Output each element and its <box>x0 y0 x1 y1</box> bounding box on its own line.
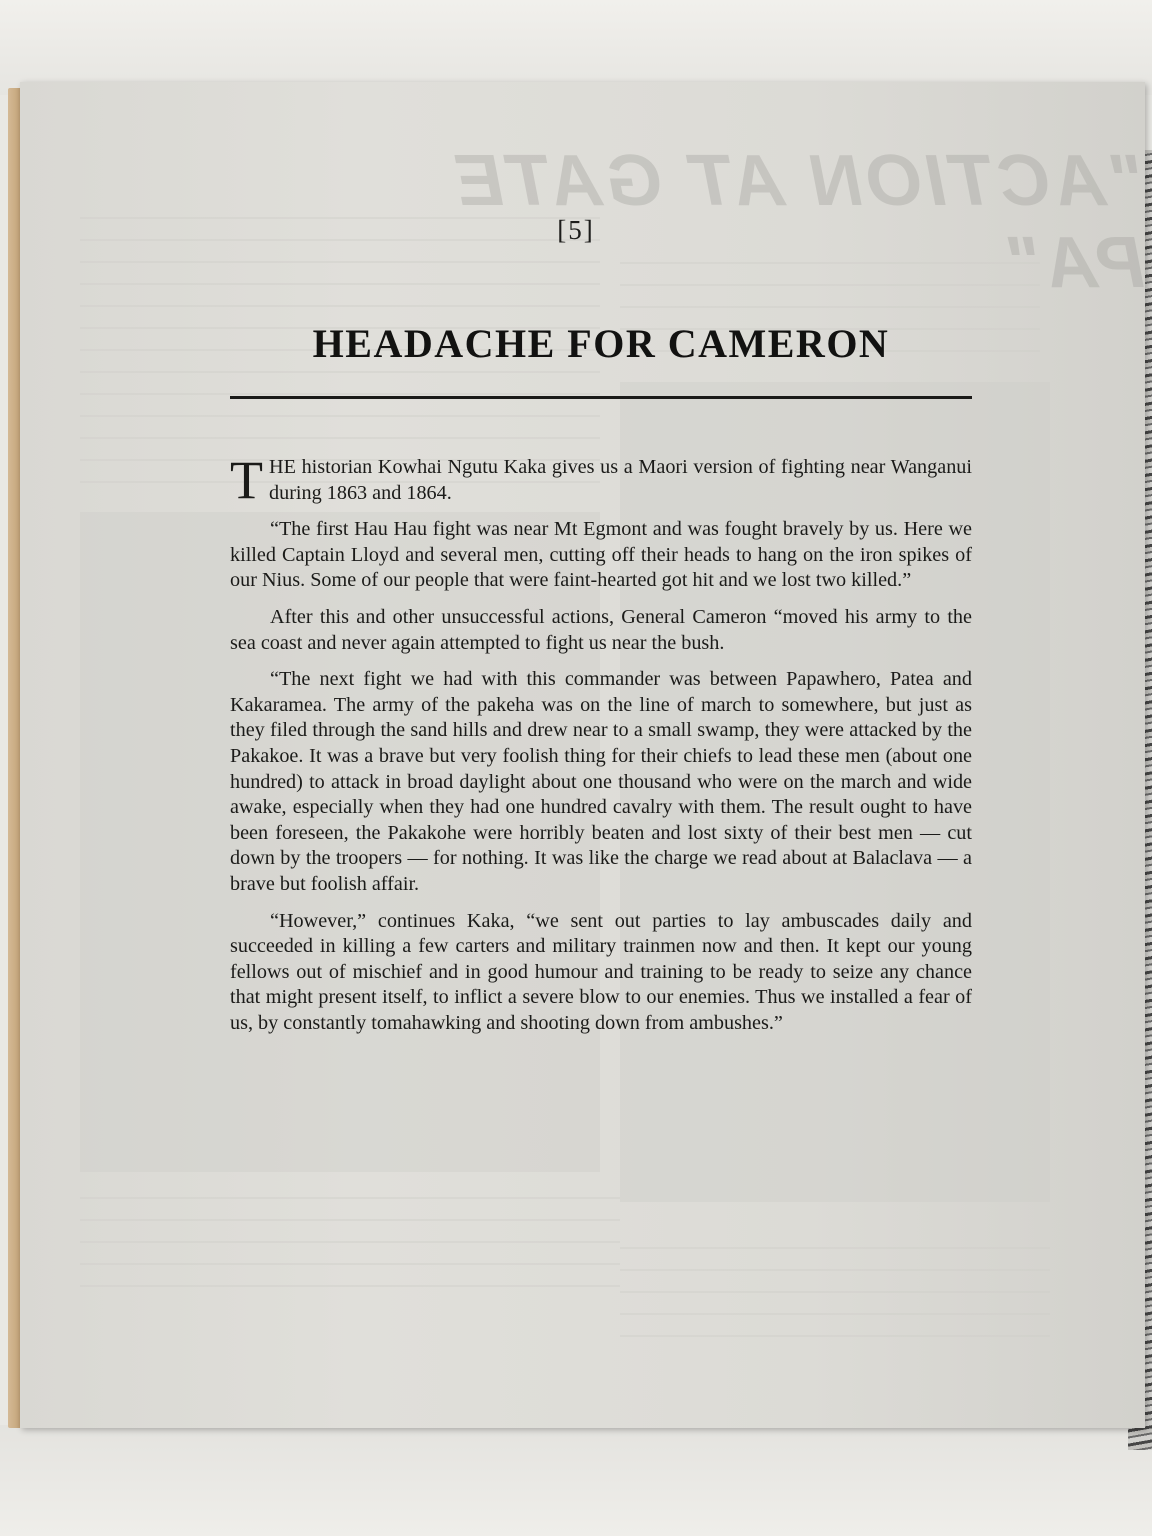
paragraph: “The first Hau Hau fight was near Mt Egmont and was fought bravely by us. Here we killed Captain Lloyd and several men, cutting off their heads to hang on the iron spikes of our Nius. Some of our people that were faint-hearted got hit and we lost two killed.” <box>230 518 972 592</box>
page-number: [5] <box>557 215 595 245</box>
paragraph-text: HE historian Kowhai Ngutu Kaka gives us a Maori version of fighting near Wanganui during 1863 and 1864. <box>269 456 972 504</box>
title-rule <box>230 396 972 399</box>
drop-cap: T <box>230 450 263 510</box>
paragraph <box>230 450 972 510</box>
paragraph: After this and other unsuccessful actions, General Cameron “moved his army to the sea coast and never again attempted to fight us near the bush. <box>230 605 972 654</box>
paragraph: “The next fight we had with this commander was between Papawhero, Patea and Kakaramea. The army of the pakeha was on the line of march to somewhere, but just as they filed through the sand hills and drew near to a small swamp, they were attacked by the Pakakoe. It was a brave but very foolish thing for their chiefs to lead these men (about one hundred) to attack in broad daylight about one thousand who were on the march and wide awake, especially when they had one hundred cavalry with them. The result ought to have been foreseen, the Pakakohe were horribly beaten and lost sixty of their best men — cut down by the troopers — for nothing. It was like the charge we read about at Balaclava — a brave but foolish affair. <box>230 668 972 895</box>
show-through-text-block <box>620 1247 1050 1357</box>
paragraph: “However,” continues Kaka, “we sent out parties to lay ambuscades daily and succeeded in killing a few carters and military trainmen now and then. It kept our young fellows out of mischief and in good humour and training to be ready to seize any chance that might present itself, to inflict a severe blow to our enemies. Thus we installed a fear of us, by constantly tomahawking and shooting down from ambushes.” <box>230 909 972 1034</box>
backdrop-bottom <box>0 1425 1152 1536</box>
backdrop-top <box>0 0 1152 95</box>
article-body <box>230 450 972 1047</box>
show-through-text-block <box>80 1197 620 1297</box>
chapter-title: HEADACHE FOR CAMERON <box>312 321 890 366</box>
show-through-title: "ACTION AT GATE PA" <box>452 141 1145 303</box>
